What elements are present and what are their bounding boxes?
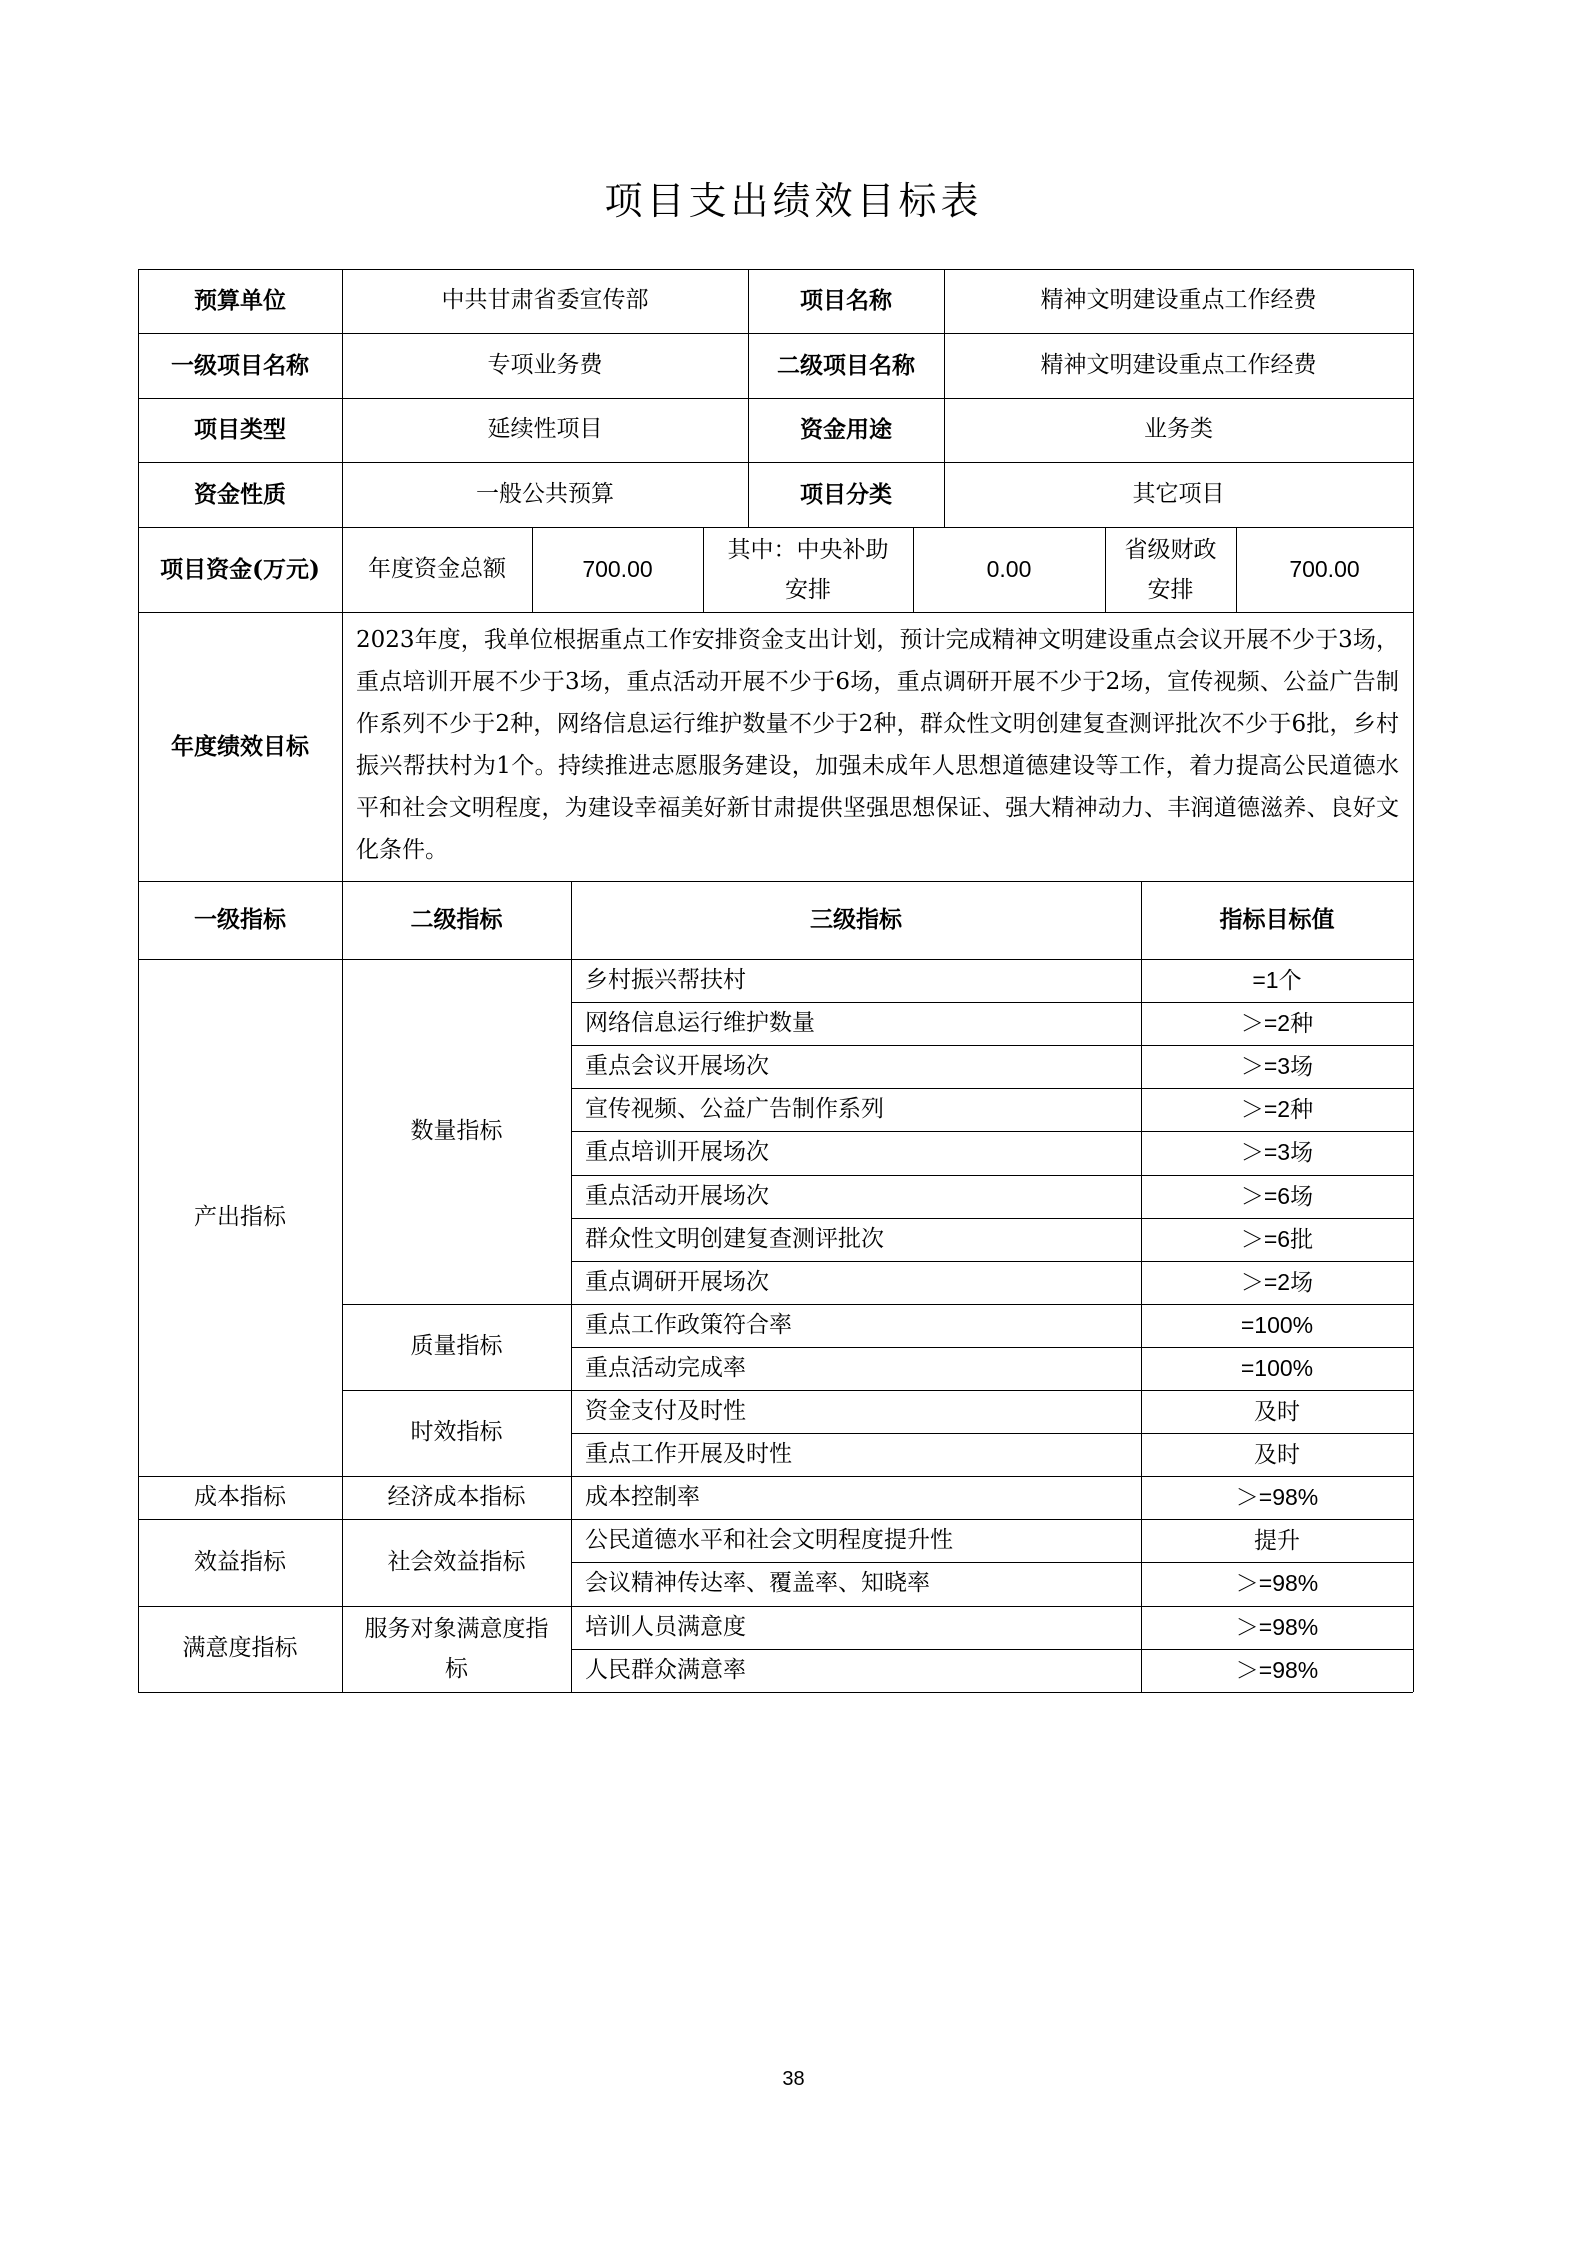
indicator-name: 重点培训开展场次 <box>585 1139 769 1166</box>
fund-nature-value: 一般公共预算 <box>476 480 614 507</box>
provincial-fund-label-line: 安排 <box>1147 576 1194 603</box>
project-name-label: 项目名称 <box>800 287 892 315</box>
indicator-target-value: ＞=2种 <box>1240 1095 1314 1122</box>
indicator-name: 人民群众满意率 <box>585 1656 746 1683</box>
indicator-name: 重点活动开展场次 <box>585 1182 769 1209</box>
provincial-fund-label <box>1105 527 1236 612</box>
project-funds-label: 项目资金(万元) <box>160 555 320 583</box>
indicator-name: 培训人员满意度 <box>585 1613 746 1640</box>
annual-goal-text: 2023年度，我单位根据重点工作安排资金支出计划，预计完成精神文明建设重点会议开展不少于3场，重点培训开展不少于3场，重点活动开展不少于6场，重点调研开展不少于2场，宣传视频、公益广告制作系列不少于2种，网络信息运行维护数量不少于2种，群众性文明创建复查测评批次不少于6批，乡村振兴帮扶村为1个。持续推进志愿服务建设，加强未成年人思想道德建设等工作，着力提高公民道德水平和社会文明程度，为建设幸福美好新甘肃提供坚强思想保证、强大精神动力、丰润道德滋养、良好文化条件。 <box>356 627 1399 863</box>
fund-use-value: 业务类 <box>1144 416 1213 443</box>
level2-name-label: 二级项目名称 <box>777 351 915 379</box>
indicator-target-value: ＞=98% <box>1235 1613 1319 1640</box>
indicator-target-value: 及时 <box>1254 1440 1300 1467</box>
level1-cost: 成本指标 <box>194 1483 286 1510</box>
project-category-value: 其它项目 <box>1132 480 1225 507</box>
central-subsidy-label-line: 安排 <box>785 576 831 603</box>
indicator-target-value: =100% <box>1240 1354 1314 1381</box>
table-rule <box>138 1692 1413 1693</box>
table-rule <box>1413 881 1414 959</box>
header-level3: 三级指标 <box>810 906 902 934</box>
level2-econ-cost: 经济成本指标 <box>387 1483 526 1510</box>
level1-output: 产出指标 <box>194 1203 286 1230</box>
level2-quantity: 数量指标 <box>410 1117 503 1144</box>
indicator-name: 会议精神传达率、覆盖率、知晓率 <box>585 1570 930 1597</box>
project-type-label: 项目类型 <box>194 416 286 444</box>
indicator-target-value: 提升 <box>1254 1526 1300 1553</box>
indicator-target-value: ＞=3场 <box>1240 1139 1314 1166</box>
budget-unit-label: 预算单位 <box>194 287 286 315</box>
central-subsidy-label-line: 其中：中央补助 <box>727 536 889 563</box>
indicator-name: 资金支付及时性 <box>585 1397 746 1424</box>
annual-goal-label: 年度绩效目标 <box>171 732 309 760</box>
level1-satisfaction: 满意度指标 <box>182 1635 298 1662</box>
level2-name-value: 精神文明建设重点工作经费 <box>1040 351 1317 378</box>
provincial-fund-value: 700.00 <box>1289 555 1360 582</box>
fund-nature-label: 资金性质 <box>194 480 286 508</box>
table-rule <box>1413 527 1414 612</box>
annual-total-value: 700.00 <box>582 555 653 582</box>
indicator-target-value: ＞=6批 <box>1240 1225 1314 1252</box>
indicator-name: 群众性文明创建复查测评批次 <box>585 1225 884 1252</box>
central-subsidy-label <box>703 527 913 612</box>
level2-timeliness: 时效指标 <box>410 1419 503 1446</box>
central-subsidy-value: 0.00 <box>986 555 1032 582</box>
table-rule <box>1413 959 1414 1692</box>
indicator-name: 重点工作开展及时性 <box>585 1440 792 1467</box>
project-category-label: 项目分类 <box>800 480 892 508</box>
header-level1: 一级指标 <box>194 906 286 934</box>
table-rule <box>1413 612 1414 881</box>
level1-benefit: 效益指标 <box>194 1548 286 1575</box>
indicator-name: 重点会议开展场次 <box>585 1052 769 1079</box>
indicator-name: 成本控制率 <box>585 1483 700 1510</box>
header-level2: 二级指标 <box>410 906 503 934</box>
indicator-target-value: ＞=98% <box>1235 1483 1319 1510</box>
indicator-target-value: ＞=3场 <box>1240 1052 1314 1079</box>
indicator-name: 重点工作政策符合率 <box>585 1311 792 1338</box>
indicator-name: 公民道德水平和社会文明程度提升性 <box>585 1526 953 1553</box>
fund-use-label: 资金用途 <box>800 416 892 444</box>
indicator-target-value: ＞=2种 <box>1240 1009 1314 1036</box>
indicator-name: 宣传视频、公益广告制作系列 <box>585 1095 884 1122</box>
page-title: 项目支出绩效目标表 <box>604 179 983 223</box>
level2-quality: 质量指标 <box>410 1333 503 1360</box>
table-rule <box>1413 269 1414 527</box>
level1-name-value: 专项业务费 <box>487 351 603 378</box>
provincial-fund-label-line: 省级财政 <box>1124 536 1217 563</box>
indicator-target-value: ＞=2场 <box>1240 1268 1314 1295</box>
indicator-name: 网络信息运行维护数量 <box>585 1009 815 1036</box>
indicator-name: 乡村振兴帮扶村 <box>585 966 746 993</box>
indicator-target-value: =100% <box>1240 1311 1314 1338</box>
page-number: 38 <box>782 2068 805 2090</box>
indicator-name: 重点调研开展场次 <box>585 1268 769 1295</box>
level2-social-benefit: 社会效益指标 <box>387 1548 526 1575</box>
budget-unit-value: 中共甘肃省委宣传部 <box>441 287 649 314</box>
project-type-value: 延续性项目 <box>487 416 603 443</box>
indicator-target-value: 及时 <box>1254 1397 1300 1424</box>
annual-total-label: 年度资金总额 <box>368 555 506 582</box>
header-target: 指标目标值 <box>1219 906 1335 934</box>
level1-name-label: 一级项目名称 <box>171 351 309 379</box>
indicator-target-value: =1个 <box>1252 966 1302 993</box>
indicator-target-value: ＞=98% <box>1235 1570 1319 1597</box>
project-name-value: 精神文明建设重点工作经费 <box>1040 287 1317 314</box>
indicator-target-value: ＞=6场 <box>1240 1182 1314 1209</box>
level2-service-satisfaction: 服务对象满意度指标 <box>364 1616 549 1682</box>
indicator-name: 重点活动完成率 <box>585 1354 746 1381</box>
indicator-target-value: ＞=98% <box>1235 1656 1319 1683</box>
